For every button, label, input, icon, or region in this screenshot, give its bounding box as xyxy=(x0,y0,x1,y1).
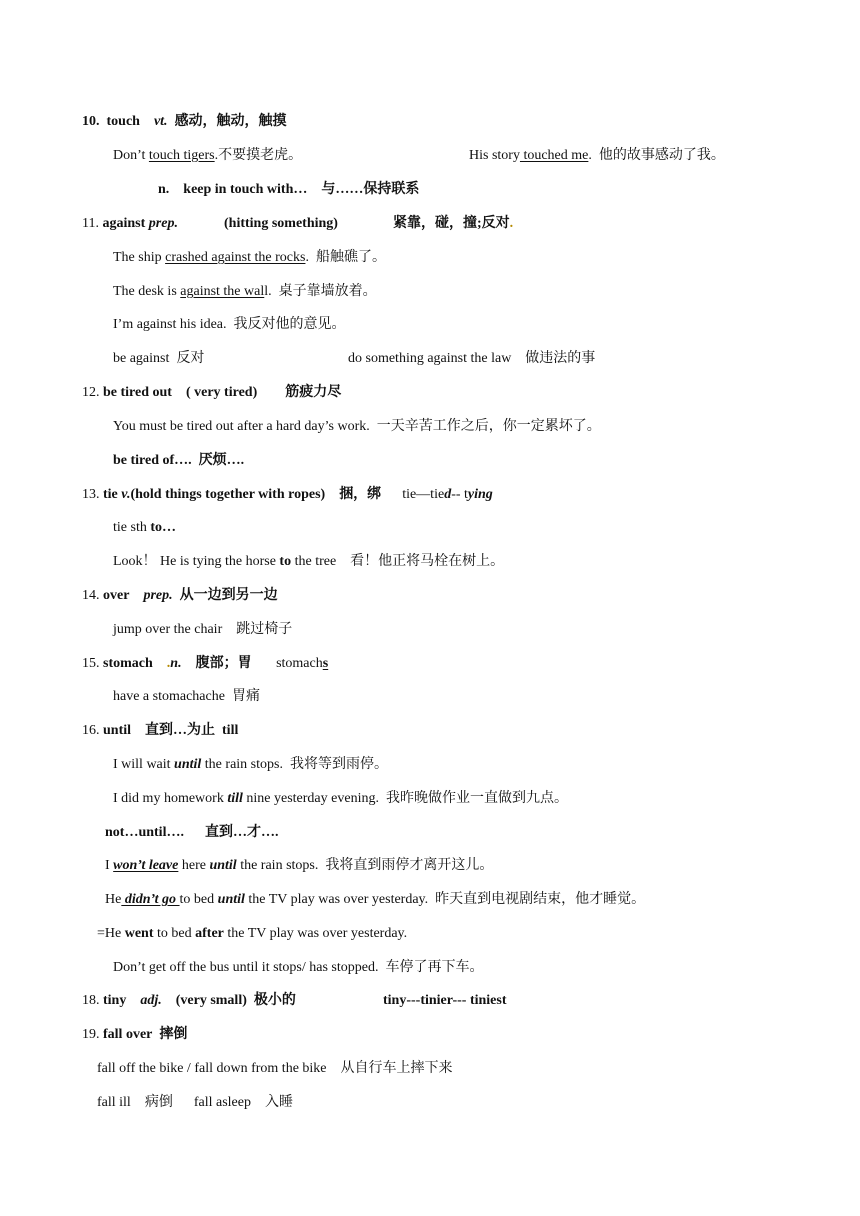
gloss: (very small) xyxy=(175,993,247,1008)
headword: against xyxy=(102,216,146,231)
entry-16-example-5: =He went to bed after the TV play was over yesterday. xyxy=(97,926,408,941)
plural-form: stomachs xyxy=(276,656,329,671)
part-of-speech: v. xyxy=(121,487,131,502)
headword: over xyxy=(103,588,130,603)
entry-15-example-1: have a stomachache 胃痛 xyxy=(113,689,260,704)
meaning: 从一边到另一边 xyxy=(179,588,278,603)
gloss: ( very tired) xyxy=(185,385,258,400)
entry-19-example-1: fall off the bike / fall down from the bike 从自行车上摔下来 xyxy=(97,1061,453,1076)
entry-11-example-2: The desk is against the wall. 桌子靠墙放着。 xyxy=(113,284,377,299)
meaning: 极小的 xyxy=(253,993,296,1008)
headword: fall over xyxy=(103,1027,153,1042)
entry-11-example-3: I’m against his idea. 我反对他的意见。 xyxy=(113,317,346,332)
meaning: 直到…为止 xyxy=(145,723,216,738)
part-of-speech: prep. xyxy=(148,216,178,231)
part-of-speech: prep. xyxy=(143,588,173,603)
entry-10-example-1: Don’t touch tigers.不要摸老虎。 xyxy=(113,148,303,163)
headword: touch xyxy=(106,114,140,129)
headword: stomach xyxy=(103,656,153,671)
entry-18-heading xyxy=(82,992,296,1010)
entry-13-pattern: tie sth to… xyxy=(113,520,177,535)
entry-number: 11. xyxy=(82,216,99,231)
headword: until xyxy=(103,723,132,738)
entry-13-heading xyxy=(82,486,493,504)
part-of-speech: n. xyxy=(170,656,182,671)
entry-16-example-3: I won’t leave here until the rain stops. 我将直到雨停才离开这儿。 xyxy=(105,858,494,873)
entry-number: 19. xyxy=(82,1027,100,1042)
entry-number: 13. xyxy=(82,487,100,502)
meaning: 筋疲力尽 xyxy=(285,385,342,400)
headword: tie xyxy=(103,487,118,502)
entry-number: 18. xyxy=(82,993,100,1008)
entry-18-forms: tiny---tinier--- tiniest xyxy=(383,993,507,1008)
meaning: 摔倒 xyxy=(159,1027,188,1042)
entry-10-noun-phrase: n. keep in touch with… 与……保持联系 xyxy=(158,182,420,197)
meaning: 捆，绑 xyxy=(339,487,382,502)
part-of-speech: vt. xyxy=(153,114,168,129)
part-of-speech: adj. xyxy=(140,993,162,1008)
entry-10-example-2: His story touched me. 他的故事感动了我。 xyxy=(469,148,725,163)
entry-16-example-2: I did my homework till nine yesterday evening. 我昨晚做作业一直做到九点。 xyxy=(113,791,568,806)
entry-15-heading xyxy=(82,655,328,673)
entry-number: 14. xyxy=(82,588,100,603)
underlined-phrase: touch tigers xyxy=(148,148,215,163)
entry-number: 16. xyxy=(82,723,100,738)
entry-number: 10. xyxy=(82,114,100,129)
entry-14-example-1: jump over the chair 跳过椅子 xyxy=(113,622,293,637)
entry-11-gloss: (hitting something) xyxy=(224,216,338,231)
mark: . xyxy=(166,656,171,671)
underlined-phrase: touched me xyxy=(519,148,589,163)
entry-11-example-4a: be against 反对 xyxy=(113,351,205,366)
entry-16-heading xyxy=(82,722,238,740)
entry-11-meaning: 紧靠，碰，撞;反对. xyxy=(393,216,514,231)
entry-16-example-6: Don’t get off the bus until it stops/ has stopped. 车停了再下车。 xyxy=(113,960,484,975)
entry-11-heading xyxy=(82,215,178,233)
meaning: 感动，触动，触摸 xyxy=(174,114,287,129)
entry-13-example-1: Look！ He is tying the horse to the tree 看！他正将马栓在树上。 xyxy=(113,554,505,569)
mark: . xyxy=(509,216,514,231)
entry-16-example-1: I will wait until the rain stops. 我将等到雨停。 xyxy=(113,757,388,772)
entry-10-heading xyxy=(82,113,287,131)
part-of-speech: n. xyxy=(158,182,170,197)
entry-12-example-1: You must be tired out after a hard day’s work. 一天辛苦工作之后，你一定累坏了。 xyxy=(113,419,601,434)
gloss: (hold things together with ropes) xyxy=(130,487,326,502)
meaning: 腹部；胃 xyxy=(195,656,252,671)
underlined-phrase: crashed against the rocks xyxy=(165,250,306,265)
entry-16-example-4: He didn’t go to bed until the TV play was over yesterday. 昨天直到电视剧结束，他才睡觉。 xyxy=(105,892,646,907)
underlined-phrase: against the wal xyxy=(180,284,265,299)
synonym: till xyxy=(222,723,239,738)
entry-12-phrase: be tired of…. 厌烦…. xyxy=(113,453,245,468)
entry-14-heading xyxy=(82,587,278,605)
entry-number: 15. xyxy=(82,656,100,671)
entry-12-heading xyxy=(82,384,341,402)
entry-11-example-4b: do something against the law 做违法的事 xyxy=(348,351,596,366)
entry-16-pattern: not…until…. 直到…才…. xyxy=(105,825,279,840)
entry-11-example-1: The ship crashed against the rocks. 船触礁了。 xyxy=(113,250,386,265)
entry-number: 12. xyxy=(82,385,100,400)
verb-forms: tie—tied-- tying xyxy=(402,487,493,502)
headword: tiny xyxy=(103,993,127,1008)
entry-19-heading xyxy=(82,1026,187,1044)
headword: be tired out xyxy=(103,385,172,400)
entry-19-example-2: fall ill 病倒 fall asleep 入睡 xyxy=(97,1095,293,1110)
